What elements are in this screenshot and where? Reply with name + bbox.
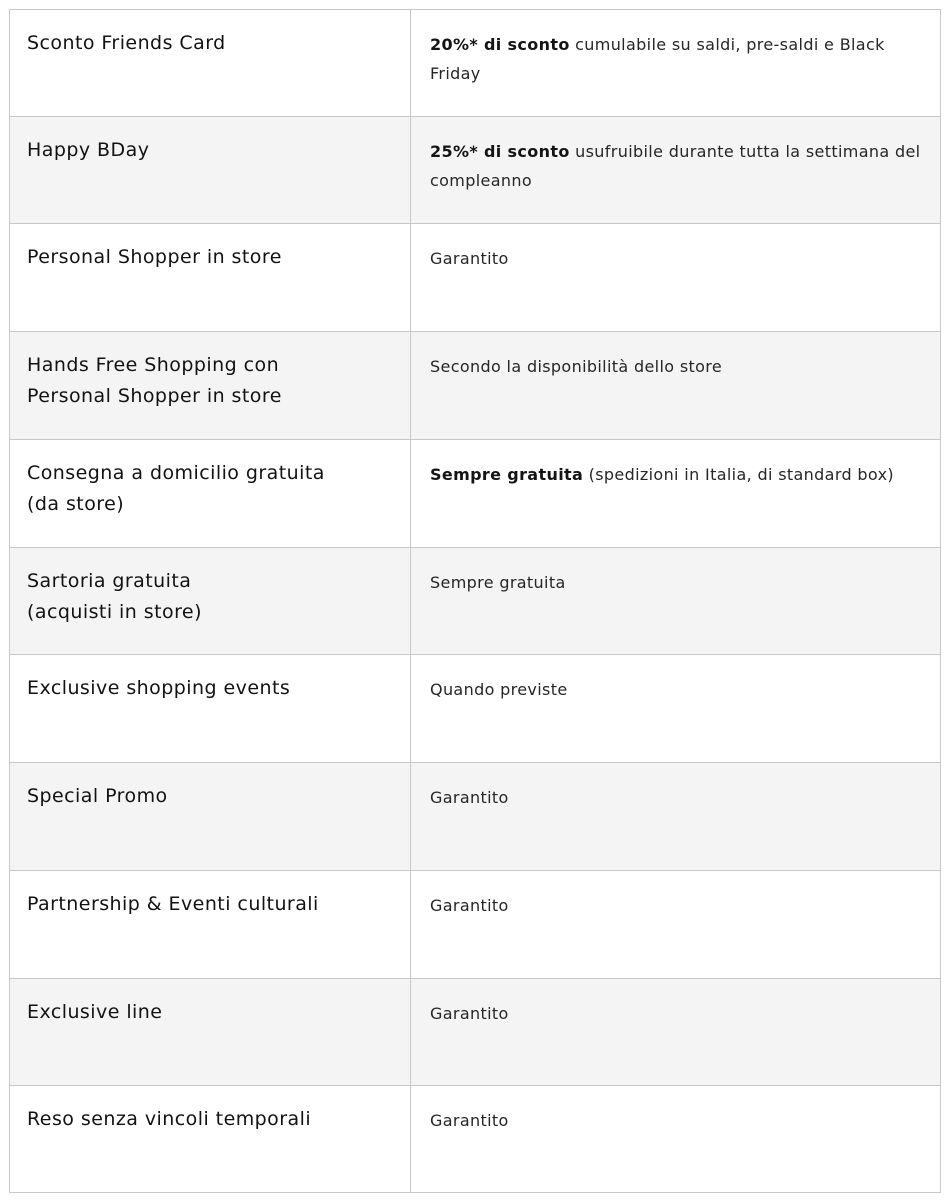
value-text: Garantito [430,896,509,915]
table-row [10,979,941,1086]
table-row [10,332,941,440]
feature-cell [10,10,411,116]
value-cell [411,655,941,762]
value-cell [411,117,941,223]
feature-cell [10,979,411,1085]
value-text: Quando previste [430,680,568,699]
table-row [10,224,941,332]
feature-label: Sconto Friends Card [27,32,226,54]
value-cell [411,1086,941,1192]
value-cell [411,979,941,1085]
feature-cell [10,224,411,331]
value-bold: 20%* di sconto [430,35,570,54]
feature-label: Personal Shopper in store [27,246,282,268]
feature-label: Happy BDay [27,139,150,161]
value-text: Garantito [430,1004,509,1023]
value-cell [411,763,941,870]
feature-label: Partnership & Eventi culturali [27,893,319,915]
value-bold: 25%* di sconto [430,142,570,161]
feature-label-line1: Hands Free Shopping con [27,354,280,376]
feature-label: Exclusive shopping events [27,677,291,699]
feature-cell [10,117,411,223]
value-bold: Sempre gratuita [430,465,584,484]
feature-cell [10,440,411,547]
table-row [10,440,941,548]
value-text: (spedizioni in Italia, di standard box) [583,465,894,484]
value-text: cumulabile su saldi, pre-saldi e Black Friday [430,35,885,83]
value-cell [411,10,941,116]
value-cell [411,440,941,547]
feature-label-line2: (acquisti in store) [27,601,202,623]
benefits-table [9,9,941,1193]
feature-label-line1: Consegna a domicilio gratuita [27,462,325,484]
table-row [10,763,941,871]
feature-cell [10,1086,411,1192]
table-row [10,10,941,117]
feature-cell [10,655,411,762]
feature-cell [10,332,411,439]
value-cell [411,332,941,439]
feature-cell [10,763,411,870]
feature-label: Reso senza vincoli temporali [27,1108,312,1130]
feature-label: Exclusive line [27,1001,163,1023]
feature-cell [10,548,411,654]
value-cell [411,871,941,978]
value-cell [411,548,941,654]
feature-label: Special Promo [27,785,168,807]
value-text: Secondo la disponibilità dello store [430,357,723,376]
value-text: Garantito [430,788,509,807]
feature-cell [10,871,411,978]
feature-label-line2: (da store) [27,493,125,515]
value-text: Sempre gratuita [430,573,566,592]
value-text: Garantito [430,1111,509,1130]
table-row [10,1086,941,1193]
table-row [10,871,941,979]
feature-label-line1: Sartoria gratuita [27,570,192,592]
value-cell [411,224,941,331]
value-text: Garantito [430,249,509,268]
table-row [10,548,941,655]
table-row [10,117,941,224]
feature-label-line2: Personal Shopper in store [27,385,282,407]
value-text: usufruibile durante tutta la settimana del compleanno [430,142,921,190]
table-row [10,655,941,763]
